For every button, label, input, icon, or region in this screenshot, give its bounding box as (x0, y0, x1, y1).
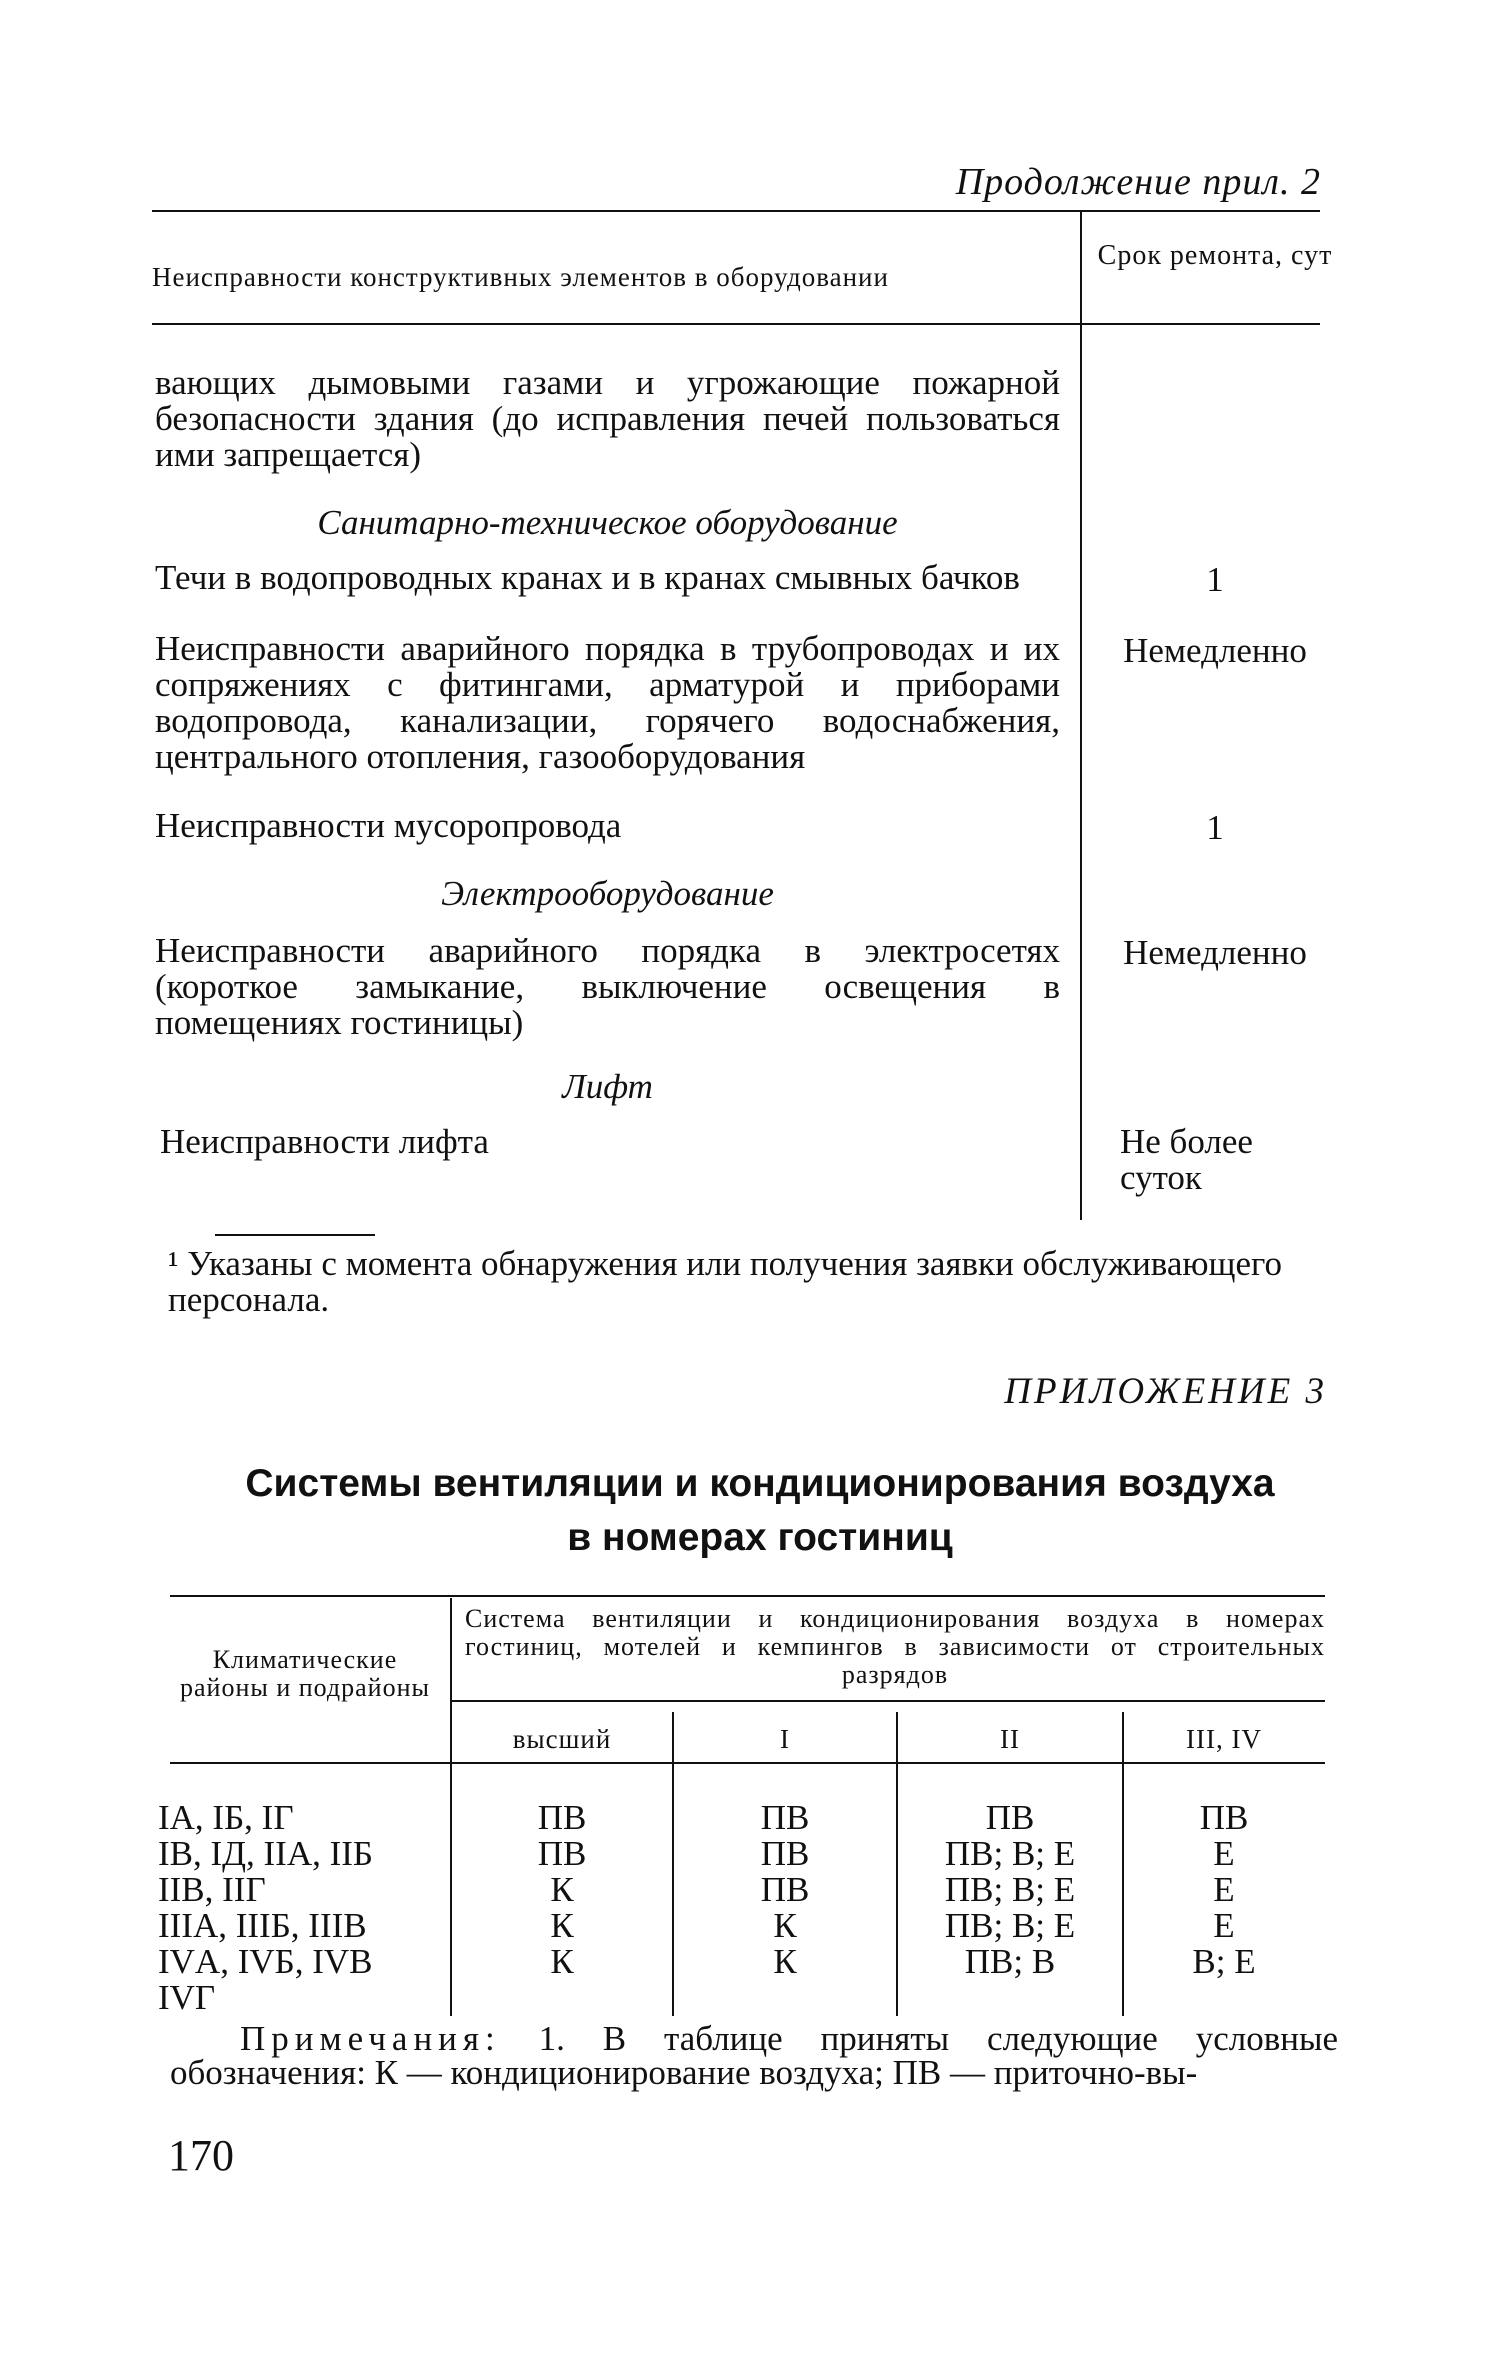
table2-column-highest (452, 1800, 672, 1980)
region-cell: IVА, IVБ, IVВ (158, 1942, 373, 1981)
table2-group-rule (452, 1700, 1325, 1702)
value-cell: К (550, 1942, 574, 1981)
term-row-garbage: 1 (1206, 808, 1224, 847)
value-cell: К (773, 1906, 797, 1945)
continuation-label: Продолжение прил. 2 (955, 161, 1321, 203)
value-cell: ПВ (985, 1798, 1035, 1837)
notes-text: 1. В таблице приняты следующие условные обозначения: К — кондиционирование воздуха; ПВ — приточно-вы- (170, 2019, 1338, 2092)
table1-top-rule (152, 210, 1320, 212)
defect-row-pipes: Неисправности аварийного порядка в трубопроводах и их сопряжениях с фитингами, арматурой и приборами водопровода, канализации, горячего водоснабжения, центрального отопления, газооборудования (155, 629, 1060, 776)
table1-column-divider (1080, 210, 1082, 1220)
term-row-electrical: Немедленно (1123, 933, 1307, 972)
term-row-taps: 1 (1206, 560, 1224, 599)
table2-subheader-III-IV: III, IV (1186, 1724, 1262, 1754)
table2-header-rule (170, 1762, 1325, 1764)
table2-subheader-highest: высший (512, 1724, 612, 1754)
footnote: ¹ Указаны с момента обнаружения или получения заявки обслуживающего персонала. (168, 1244, 1283, 1319)
value-cell: ПВ; В; Е (944, 1834, 1076, 1873)
value-cell: ПВ (760, 1834, 810, 1873)
value-cell: ПВ; В; Е (944, 1870, 1076, 1909)
value-cell: ПВ; В; Е (944, 1906, 1076, 1945)
value-cell: ПВ; В (964, 1942, 1056, 1981)
region-cell: IIВ, IIГ (158, 1870, 266, 1909)
table1-header-rule (152, 323, 1320, 325)
table2-top-rule (170, 1595, 1325, 1597)
value-cell: Е (1213, 1870, 1235, 1909)
region-cell: IVГ (158, 1978, 216, 2017)
defect-row-lift: Неисправности лифта (160, 1122, 489, 1161)
notes-paragraph (170, 2019, 1338, 2092)
table1-header-term: Срок ремонта, сут (1097, 240, 1333, 271)
footnote-rule (215, 1234, 375, 1236)
value-cell: В; Е (1192, 1942, 1256, 1981)
table2-column-III-IV (1124, 1800, 1324, 1980)
table2-column-I (674, 1800, 896, 1980)
notes-label: Примечания: (240, 2019, 501, 2058)
table1-header-defects: Неисправности конструктивных элементов в оборудовании (152, 262, 889, 292)
table2-column-regions (158, 1800, 448, 2016)
section-title-electrical: Электрооборудование (441, 874, 774, 913)
appendix-label: ПРИЛОЖЕНИЕ 3 (1004, 1371, 1327, 1412)
table2-header-group: Система вентиляции и кондиционирования воздуха в номерах гостиниц, мотелей и кемпингов в зависимости от строительных разрядов (465, 1604, 1325, 1689)
table2-column-II (898, 1800, 1122, 1980)
value-cell: ПВ (537, 1798, 587, 1837)
section-title-lift: Лифт (562, 1067, 653, 1106)
table2-header-regions: Климатические районы и подрайоны (180, 1645, 430, 1702)
page-number: 170 (168, 2131, 234, 2180)
value-cell: ПВ (537, 1834, 587, 1873)
value-cell: ПВ (760, 1798, 810, 1837)
value-cell: ПВ (1199, 1798, 1249, 1837)
value-cell: ПВ (760, 1870, 810, 1909)
appendix-title-line1: Системы вентиляции и кондиционирования воздуха (245, 1462, 1275, 1505)
region-cell: IА, IБ, IГ (158, 1798, 294, 1837)
value-cell: К (773, 1942, 797, 1981)
value-cell: Е (1213, 1906, 1235, 1945)
value-cell: К (550, 1906, 574, 1945)
value-cell: К (550, 1870, 574, 1909)
appendix-title-line2: в номерах гостиниц (567, 1516, 953, 1559)
defect-row-garbage: Неисправности мусоропровода (155, 806, 622, 845)
defect-row-taps: Течи в водопроводных кранах и в кранах смывных бачков (155, 558, 1020, 597)
section-title-sanitary: Санитарно-техническое оборудование (317, 503, 898, 542)
region-cell: IIIА, IIIБ, IIIВ (158, 1906, 367, 1945)
table1-intro-text: вающих дымовыми газами и угрожающие пожарной безопасности здания (до исправления печей пользоваться ими запрещается) (155, 363, 1060, 474)
table2-subheader-II: II (1000, 1724, 1020, 1754)
term-row-lift: Не более суток (1120, 1122, 1253, 1197)
value-cell: Е (1213, 1834, 1235, 1873)
defect-row-electrical: Неисправности аварийного порядка в электросетях (короткое замыкание, выключение освещения в помещениях гостиницы) (155, 931, 1060, 1042)
term-row-pipes: Немедленно (1123, 631, 1307, 670)
region-cell: IВ, IД, IIА, IIБ (158, 1834, 374, 1873)
table2-subheader-I: I (780, 1724, 790, 1754)
